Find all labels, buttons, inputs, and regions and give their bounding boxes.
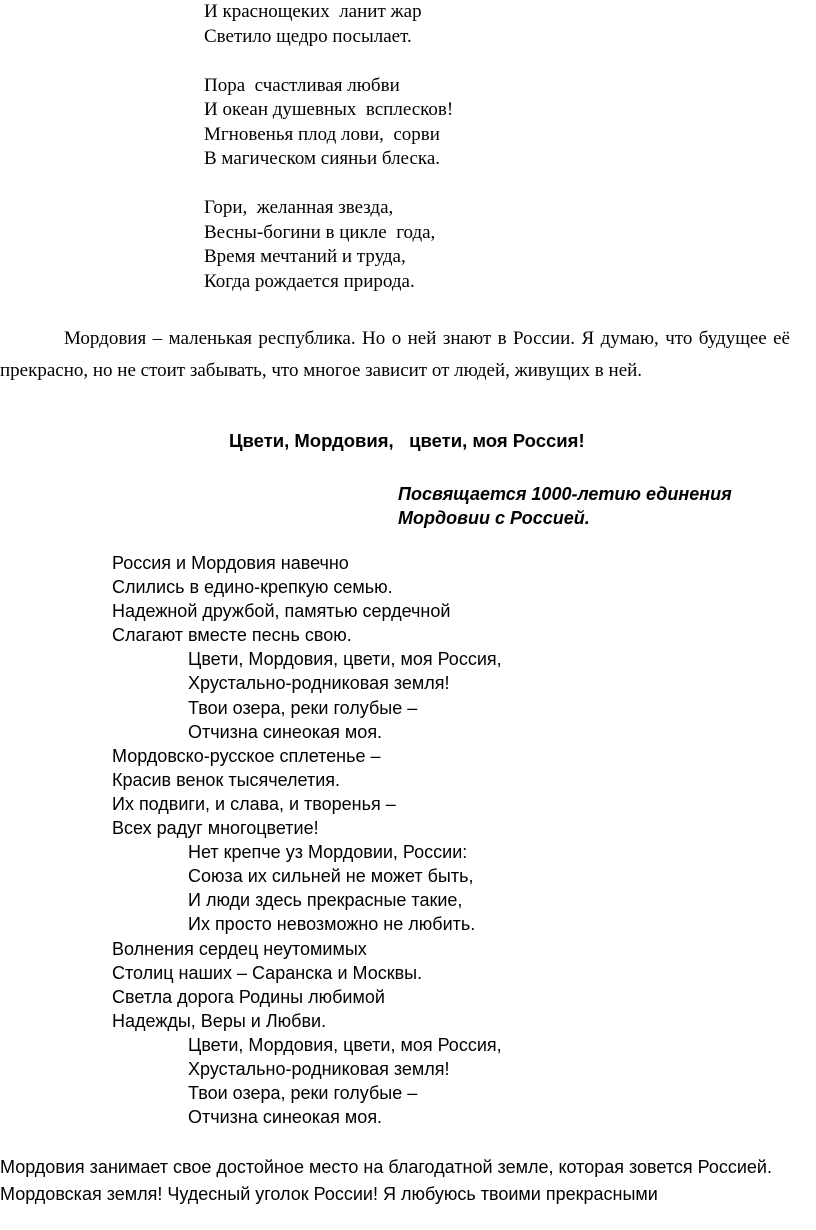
refrain-line: Твои озера, реки голубые – <box>188 697 418 718</box>
refrain-line: Отчизна синеокая моя. <box>188 1107 383 1128</box>
paragraph-line: Мордовия занимает свое достойное место на благодатной земле, которая зовется Россией. <box>0 1157 772 1177</box>
body-paragraph: Мордовия – маленькая республика. Но о ней знают в России. Я думаю, что будущее её прекрасно, но не стоит забывать, что многое зависит от людей, живущих в ней. <box>0 328 790 381</box>
refrain-line: Отчизна синеокая моя. <box>188 721 383 742</box>
refrain-line: И люди здесь прекрасные такие, <box>188 890 463 911</box>
refrain-line: Союза их сильней не может быть, <box>188 866 474 887</box>
poem-line: Их подвиги, и слава, и творенья – <box>112 793 396 814</box>
refrain-line: Цвети, Мордовия, цвети, моя Россия, <box>188 649 502 670</box>
poem-line: Мгновенья плод лови, сорви <box>204 123 440 145</box>
poem-line: Когда рождается природа. <box>204 270 415 292</box>
poem-stanza <box>204 0 453 49</box>
poem-line: Светла дорога Родины любимой <box>112 986 385 1007</box>
paragraph-line: Мордовская земля! Чудесный уголок России! Я любуюсь твоими прекрасными <box>0 1184 658 1204</box>
poem-line: Время мечтаний и труда, <box>204 246 406 267</box>
poem-line: В магическом сияньи блеска. <box>204 148 441 169</box>
refrain-line: Нет крепче уз Мордовии, России: <box>188 842 468 863</box>
poem-line: И океан душевных всплесков! <box>204 99 454 120</box>
poem-line: Слились в едино-крепкую семью. <box>112 577 393 598</box>
poem-stanza <box>204 196 453 294</box>
poem-line: Пора счастливая любви <box>204 74 400 96</box>
poem-mordovia <box>112 551 502 1129</box>
poem-dedication <box>398 482 732 530</box>
poem-line: Мордовско-русское сплетенье – <box>112 745 381 766</box>
dedication-line: Посвящается 1000-летию единения <box>398 484 732 504</box>
poem-line: И краснощеких ланит жар <box>204 1 422 22</box>
poem-line: Слагают вместе песнь свою. <box>112 625 352 646</box>
poem-line: Светило щедро посылает. <box>204 25 412 47</box>
poem-stanza <box>204 74 453 172</box>
poem-line: Гори, желанная звезда, <box>204 197 394 218</box>
dedication-line: Мордовии с Россией. <box>398 508 590 528</box>
poem-title: Цвети, Мордовия, цвети, моя Россия! <box>229 430 585 451</box>
refrain-line: Их просто невозможно не любить. <box>188 914 476 935</box>
poem-line: Всех радуг многоцветие! <box>112 818 319 839</box>
closing-paragraph <box>0 1154 816 1208</box>
refrain-line: Цвети, Мордовия, цвети, моя Россия, <box>188 1034 502 1055</box>
poem-line: Россия и Мордовия навечно <box>112 553 349 573</box>
poem-line: Надежной дружбой, памятью сердечной <box>112 601 451 622</box>
poem-line: Весны-богини в цикле года, <box>204 221 436 243</box>
poem-line: Столиц наших – Саранска и Москвы. <box>112 962 423 983</box>
refrain-line: Хрустально-родниковая земля! <box>188 673 450 694</box>
poem-line: Красив венок тысячелетия. <box>112 769 341 790</box>
poem-spring <box>204 0 453 319</box>
poem-line: Надежды, Веры и Любви. <box>112 1010 327 1031</box>
refrain-line: Хрустально-родниковая земля! <box>188 1058 450 1079</box>
poem-line: Волнения сердец неутомимых <box>112 938 367 959</box>
refrain-line: Твои озера, реки голубые – <box>188 1083 418 1104</box>
